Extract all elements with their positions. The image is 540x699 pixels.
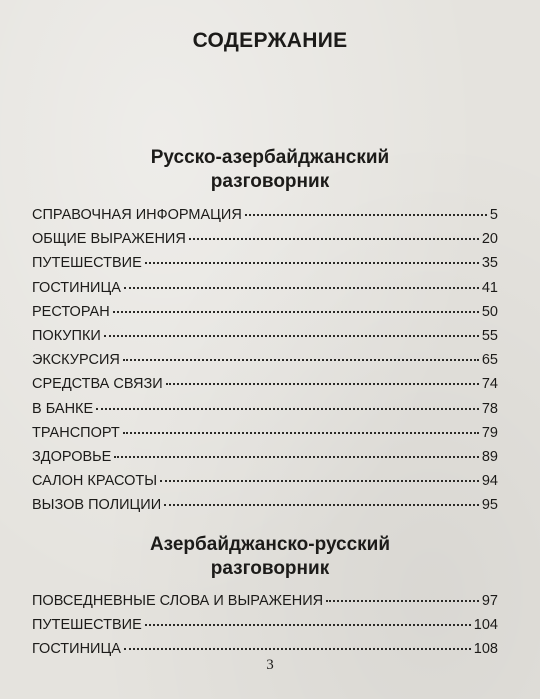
toc-entry-page: 95	[481, 497, 498, 514]
toc-entry-label: ГОСТИНИЦА	[32, 641, 121, 658]
toc-entry-page: 108	[473, 641, 498, 658]
section-title-line: Азербайджанско-русский	[149, 534, 391, 555]
toc-entry	[32, 255, 498, 279]
dot-leader	[104, 335, 479, 337]
toc-entry	[32, 352, 498, 376]
section-title-azerbaijani-russian	[0, 533, 540, 581]
toc-entry	[32, 304, 498, 328]
toc-entry	[32, 617, 498, 641]
toc-entry	[32, 473, 498, 497]
dot-leader	[326, 600, 479, 602]
toc-entry-page: 74	[481, 376, 498, 393]
toc-entry	[32, 401, 498, 425]
toc-entry-label: ПОКУПКИ	[32, 327, 101, 344]
toc-entry	[32, 280, 498, 304]
toc-entry-label: ЗДОРОВЬЕ	[32, 448, 112, 465]
dot-leader	[123, 432, 479, 434]
toc-entry	[32, 449, 498, 473]
toc-entry-page: 97	[481, 593, 498, 609]
dot-leader	[124, 287, 479, 289]
toc-list-azerbaijani-russian	[32, 593, 498, 666]
toc-entry-page: 55	[481, 327, 498, 344]
dot-leader	[189, 238, 479, 240]
dot-leader	[113, 311, 479, 313]
toc-entry-label: ОБЩИЕ ВЫРАЖЕНИЯ	[32, 231, 186, 248]
page-title: СОДЕРЖАНИЕ	[192, 29, 348, 52]
toc-entry-label: В БАНКЕ	[32, 400, 94, 417]
toc-entry	[32, 593, 498, 617]
toc-entry-label: ТРАНСПОРТ	[32, 424, 120, 441]
dot-leader	[145, 624, 471, 626]
toc-entry-label: САЛОН КРАСОТЫ	[32, 473, 158, 490]
toc-entry-page: 35	[481, 255, 498, 272]
toc-entry-page: 65	[481, 352, 498, 369]
toc-entry-label: РЕСТОРАН	[32, 303, 110, 320]
toc-entry-page: 94	[481, 473, 498, 490]
toc-entry-page: 50	[481, 303, 498, 320]
toc-entry-label: ВЫЗОВ ПОЛИЦИИ	[32, 497, 162, 514]
dot-leader	[123, 359, 479, 361]
section-title-russian-azerbaijani	[0, 146, 540, 194]
toc-entry-page: 89	[481, 448, 498, 465]
dot-leader	[160, 480, 479, 482]
dot-leader	[166, 383, 479, 385]
toc-entry-label: СПРАВОЧНАЯ ИНФОРМАЦИЯ	[32, 207, 242, 223]
section-title-line: Русско-азербайджанский	[150, 147, 390, 168]
page-number: 3	[266, 657, 274, 673]
toc-entry-label: ГОСТИНИЦА	[32, 279, 121, 296]
toc-list-russian-azerbaijani	[32, 207, 498, 521]
dot-leader	[96, 408, 479, 410]
toc-entry	[32, 376, 498, 400]
toc-entry-page: 41	[481, 279, 498, 296]
toc-entry-label: ПОВСЕДНЕВНЫЕ СЛОВА И ВЫРАЖЕНИЯ	[32, 593, 324, 609]
section-title-line: разговорник	[210, 558, 330, 579]
toc-entry-label: ПУТЕШЕСТВИЕ	[32, 617, 142, 634]
section-title-line: разговорник	[210, 171, 330, 192]
dot-leader	[145, 262, 479, 264]
dot-leader	[114, 456, 479, 458]
toc-entry-page: 78	[481, 400, 498, 417]
toc-entry	[32, 207, 498, 231]
toc-entry-page: 20	[481, 231, 498, 248]
dot-leader	[164, 504, 479, 506]
toc-entry-label: СРЕДСТВА СВЯЗИ	[32, 376, 163, 393]
toc-entry	[32, 497, 498, 521]
dot-leader	[124, 648, 471, 650]
toc-entry	[32, 231, 498, 255]
toc-entry-page: 104	[473, 617, 498, 634]
toc-entry-page: 79	[481, 424, 498, 441]
toc-entry-label: ПУТЕШЕСТВИЕ	[32, 255, 142, 272]
toc-entry	[32, 328, 498, 352]
toc-entry-page: 5	[489, 207, 498, 223]
dot-leader	[245, 214, 487, 216]
toc-entry	[32, 425, 498, 449]
toc-entry-label: ЭКСКУРСИЯ	[32, 352, 120, 369]
